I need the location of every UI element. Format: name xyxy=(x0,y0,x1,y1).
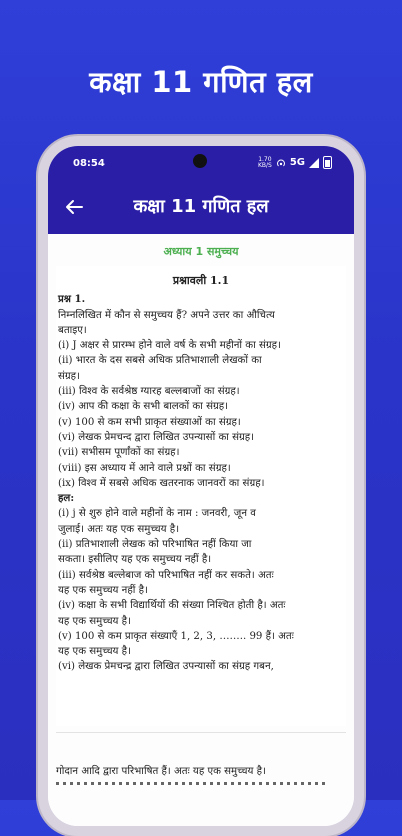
phone-frame xyxy=(38,136,364,836)
text-line: (ix) विश्व में सबसे अधिक खतरनाक जानवरों का संग्रह। xyxy=(58,477,265,489)
text-line: (ii) भारत के दस सबसे अधिक प्रतिभाशाली लेखकों का xyxy=(58,355,262,367)
solution-page xyxy=(56,266,346,726)
battery-icon xyxy=(323,156,332,169)
text-line: यह एक समुच्चय है। xyxy=(58,646,131,658)
text-line: सकता। इसीलिए यह एक समुच्चय नहीं है। xyxy=(58,554,212,566)
text-line: (vi) लेखक प्रेमचन्द्र द्वारा लिखित उपन्यासों का संग्रह गबन, xyxy=(58,661,274,673)
text-line: (iii) सर्वश्रेष्ठ बल्लेबाज को परिभाषित नहीं कर सकते। अतः xyxy=(58,569,274,581)
signal-icon xyxy=(309,158,319,168)
text-line: (vii) सभीसम पूर्णांकों का संग्रह। xyxy=(58,447,180,459)
text-line: (viii) इस अध्याय में आने वाले प्रश्नों का संग्रह। xyxy=(58,462,231,474)
network-speed-value: 1.70 xyxy=(258,155,272,163)
text-line: (v) 100 से कम सभी प्राकृत संख्याओं का संग्रह। xyxy=(58,416,241,428)
text-line: यह एक समुच्चय नहीं है। xyxy=(58,584,148,596)
text-line: प्रश्न 1. xyxy=(58,293,86,306)
text-line: जुलाई। अतः यह एक समुच्चय है। xyxy=(58,523,180,535)
hotspot-icon xyxy=(276,158,286,168)
text-line: बताइए। xyxy=(58,324,87,336)
exercise-title: प्रश्नावली 1.1 xyxy=(172,274,230,287)
text-line: (iii) विश्व के सर्वश्रेष्ठ ग्यारह बल्लबाजों का संग्रह। xyxy=(58,386,240,398)
network-type: 5G xyxy=(289,157,305,168)
text-line: यह एक समुच्चय है। xyxy=(58,615,131,627)
text-line: (v) 100 से कम प्राकृत संख्याएँ 1, 2, 3, …….. 99 हैं। अतः xyxy=(58,630,294,642)
page-divider xyxy=(56,732,346,733)
status-bar xyxy=(48,146,354,180)
front-camera xyxy=(193,154,207,168)
text-line: (i) J अक्षर से प्रारम्भ होने वाले वर्ष के सभी महीनों का संग्रह। xyxy=(58,340,281,352)
promo-title: कक्षा 11 गणित हल xyxy=(89,65,313,99)
text-line: हल: xyxy=(58,492,75,505)
text-line: निम्नलिखित में कौन से समुच्चय हैं? अपने उत्तर का औचित्य xyxy=(58,309,275,321)
text-line: (iv) आप की कक्षा के सभी बालकों का संग्रह। xyxy=(58,401,228,413)
status-icons xyxy=(258,156,332,169)
status-time: 08:54 xyxy=(73,158,105,169)
text-line: (iv) कक्षा के सभी विद्यार्थियों की संख्या निश्चित होती है। अतः xyxy=(58,600,286,612)
next-page-line: गोदान आदि द्वारा परिभाषित हैं। अतः यह एक समुच्चय है। xyxy=(56,766,266,777)
text-line: संग्रह। xyxy=(58,370,80,382)
network-speed xyxy=(258,157,272,169)
phone-screen xyxy=(48,146,354,826)
chapter-title: अध्याय 1 समुच्चय xyxy=(163,245,239,258)
text-line: (vi) लेखक प्रेमचन्द द्वारा लिखित उपन्यासों का संग्रह। xyxy=(58,431,255,443)
app-bar xyxy=(48,180,354,234)
network-speed-unit: KB/S xyxy=(257,161,272,169)
page-cut-edge xyxy=(56,782,326,785)
text-line: (ii) प्रतिभाशाली लेखक को परिभाषित नहीं किया जा xyxy=(58,539,252,551)
app-bar-title: कक्षा 11 गणित हल xyxy=(133,196,269,217)
text-line: (i) j से शुरु होने वाले महीनों के नाम : जनवरी, जून व xyxy=(58,508,256,520)
solution-text xyxy=(56,292,346,674)
content-area[interactable] xyxy=(48,234,354,826)
